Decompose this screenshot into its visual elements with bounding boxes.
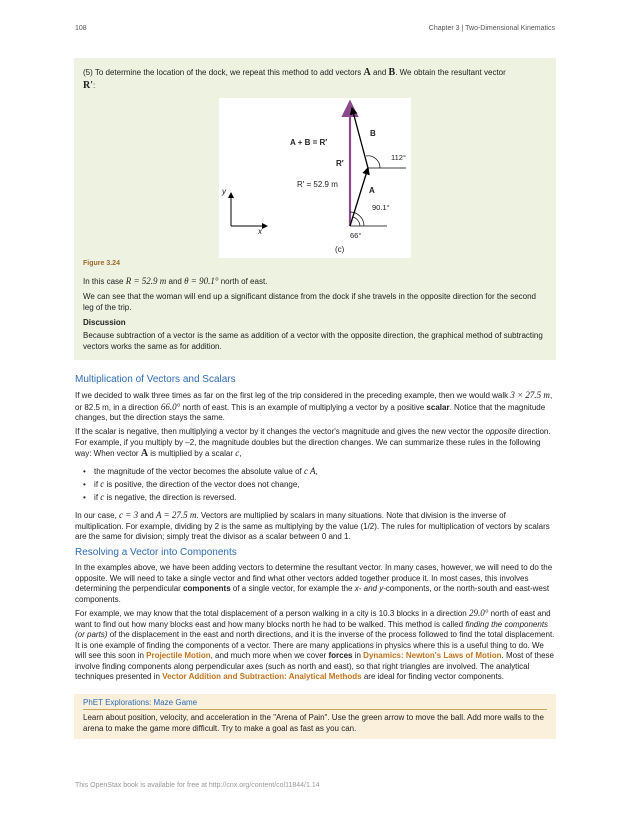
- section-heading-resolving: Resolving a Vector into Components: [75, 547, 237, 558]
- in-this-case-line: [83, 276, 543, 288]
- label-a: A: [369, 186, 375, 195]
- p1-text-d: . Notice that the magnitude changes, but the direction stays the same.: [75, 402, 546, 422]
- bullet-text-end: is negative, the direction is reversed.: [106, 493, 237, 502]
- rules-list: [83, 465, 543, 504]
- angle-arc-66: [353, 217, 360, 226]
- woman-paragraph: We can see that the woman will end up a significant distance from the dock if she travels in the opposite direction for the second leg of the trip.: [83, 292, 536, 312]
- in-this-case-text: In this case: [83, 277, 124, 286]
- label-r-prime: R′: [336, 159, 344, 168]
- phet-box: [74, 694, 556, 739]
- r1-text-c: components, or the north-south and east-west components.: [75, 584, 550, 604]
- p1-text-c: north of east. This is an example of multiplying a vector by a positive: [182, 402, 425, 412]
- link-dynamics-newtons-laws[interactable]: Dynamics: Newton's Laws of Motion: [363, 651, 502, 660]
- math-3x27-5: 3 × 27.5 m: [510, 390, 550, 400]
- r2-text-g: are ideal for finding vector components.: [363, 672, 504, 681]
- and-text: and: [140, 511, 154, 520]
- step5-prefix: (5) To determine the location of the dock, we repeat this method to add vectors: [83, 68, 362, 77]
- term-components: components: [183, 584, 231, 593]
- list-item: [83, 491, 543, 504]
- chapter-title: Chapter 3 | Two-Dimensional Kinematics: [428, 25, 555, 32]
- page-number: 108: [75, 25, 87, 32]
- label-angle-112: 112°: [391, 153, 406, 162]
- resolving-paragraph-2: [75, 608, 555, 683]
- r2-text-f: . Most of these involve finding components along perpendicular axes (such as north and east), so that right triangles are involved. The analytical techniques presented in: [75, 651, 554, 681]
- vector-a-line: [350, 168, 368, 226]
- multiplication-paragraph-1: [75, 390, 555, 424]
- figure-3-24: [219, 98, 411, 258]
- bullet-text: if: [94, 493, 99, 502]
- p2-text-b: direction. For example, if you multiply by –2, the magnitude doubles but the direction changes. We can summarize these rules in the following way: When vector: [75, 427, 551, 458]
- label-sum-equation: A + B = R′: [290, 138, 328, 147]
- phet-text: Learn about position, velocity, and acceleration in the "Arena of Pain". Use the green arrow to move the ball. Add more walls to the arena to make the game more difficult. Try to make a goal as fast as you can.: [83, 713, 544, 733]
- step5-text: [83, 68, 543, 79]
- bullet-text-end: ,: [315, 467, 318, 476]
- bullet-text: the magnitude of the vector becomes the absolute value of: [94, 467, 302, 476]
- label-y-axis: y: [222, 187, 226, 196]
- list-item: [83, 465, 543, 478]
- math-66-deg: 66.0°: [160, 401, 181, 412]
- theta-value-math: θ = 90.1°: [184, 276, 219, 286]
- p2-text-d: ,: [239, 449, 242, 458]
- r2-text-a: For example, we may know that the total displacement of a person walking in a city is 10.3 blocks in a direction: [75, 609, 467, 618]
- r2-text-b: north of east and want to find out how many blocks east and how many blocks north he had to be walked. This method is called: [75, 609, 551, 629]
- figure-caption: Figure 3.24: [83, 260, 120, 267]
- math-c-equals-3: c = 3: [119, 510, 139, 520]
- discussion-paragraph: Because subtraction of a vector is the same as addition of a vector with the opposite direction, the graphical method of subtracting vectors works the same as for addition.: [83, 331, 543, 351]
- r2-text-c: of the displacement in the east and north directions, and it is the inverse of the process followed to find the total displacement. It is one example of finding the components of a vector. There are many applications in physics where this is a useful thing to do. We will see this soon in: [75, 630, 555, 660]
- discussion-heading: Discussion: [83, 318, 126, 327]
- and-text: and: [372, 68, 387, 77]
- link-projectile-motion[interactable]: Projectile Motion: [146, 651, 211, 660]
- term-opposite: opposite: [485, 427, 516, 436]
- r1-text-a: In the examples above, we have been adding vectors to determine the resultant vector. In many cases, however, we will need to do the opposite. We will need to take a single vector and find what other vectors added together produce it. In most cases, this involves determining the perpendicular: [75, 563, 553, 593]
- bullet-math: c: [100, 492, 105, 502]
- bullet-math: c A: [303, 466, 316, 476]
- vector-b-line: [352, 108, 368, 168]
- vector-a-symbol: A: [363, 67, 371, 78]
- phet-title[interactable]: PhET Explorations: Maze Game: [83, 698, 198, 707]
- label-c: (c): [335, 245, 345, 254]
- multiplication-paragraph-2: [75, 427, 555, 460]
- p2-text-a: If the scalar is negative, then multiplying a vector by it changes the vector's magnitude and gives the new vector the: [75, 427, 484, 436]
- r-value-math: R = 52.9 m: [125, 276, 167, 286]
- p1-text-a: If we decided to walk three times as far on the first leg of the trip considered in the preceding example, then we would walk: [75, 391, 509, 400]
- p2-text-c: is multiplied by a scalar: [150, 449, 233, 458]
- p3-text-b: . Vectors are multiplied by scalars in many situations. Note that division is the inverse of multiplication. For example, dividing by 2 is the same as multiplying by the value (1/2). The rules for multiplication of vectors by scalars are the same for division; simply treat the divisor as a scalar between 0 and 1.: [75, 511, 550, 541]
- term-forces: forces: [328, 651, 353, 660]
- label-r-magnitude: R′ = 52.9 m: [297, 180, 338, 189]
- p3-text-a: In our case,: [75, 511, 117, 520]
- link-vector-addition-analytical[interactable]: Vector Addition and Subtraction: Analytical Methods: [162, 672, 362, 681]
- bullet-text-end: is positive, the direction of the vector does not change,: [106, 480, 300, 489]
- label-angle-90-1: 90.1°: [372, 203, 390, 212]
- math-29-deg: 29.0°: [468, 608, 489, 618]
- label-angle-66: 66°: [350, 231, 362, 240]
- resolving-paragraph-1: [75, 563, 555, 605]
- section-heading-multiplication: Multiplication of Vectors and Scalars: [75, 374, 236, 385]
- math-a-equals-27-5: A = 27.5 m: [155, 510, 197, 520]
- vector-diagram: [219, 98, 411, 258]
- label-b: B: [370, 129, 376, 138]
- vector-r-prime-symbol: R′: [83, 80, 94, 91]
- bullet-math: c: [100, 479, 105, 489]
- r1-text-b: of a single vector, for example the: [232, 584, 353, 593]
- bullet-text: if: [94, 480, 99, 489]
- list-item: [83, 478, 543, 491]
- step5-suffix: . We obtain the resultant vector: [395, 68, 506, 77]
- footer-text: This OpenStax book is available for free at http://cnx.org/content/col11844/1.14: [75, 782, 320, 789]
- r2-text-e: in: [354, 651, 361, 660]
- p1-text-b: , or 82.5 m, in a direction: [75, 391, 553, 412]
- r2-text-d: , and much more when we cover: [210, 651, 327, 660]
- vector-b-symbol: B: [388, 67, 396, 78]
- term-finding-components: finding the components (or parts): [75, 619, 549, 639]
- resultant-symbol-line: [83, 81, 95, 92]
- scalar-c-symbol: c: [235, 448, 240, 458]
- north-of-east-text: north of east.: [220, 277, 268, 286]
- phet-divider: [83, 709, 547, 710]
- term-scalar: scalar: [426, 402, 450, 412]
- colon-text: :: [93, 81, 96, 90]
- label-x-axis: x: [258, 227, 262, 236]
- vector-a-symbol: A: [140, 448, 149, 459]
- term-xy: x- and y-: [354, 584, 386, 593]
- and-text: and: [168, 277, 182, 286]
- multiplication-paragraph-3: [75, 510, 555, 543]
